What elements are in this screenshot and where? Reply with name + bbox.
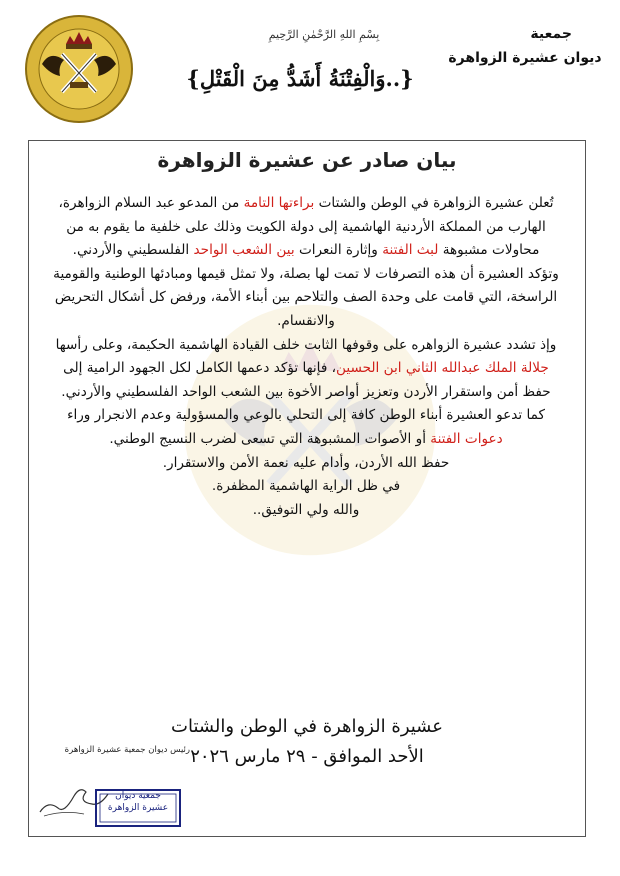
highlighted-phrase: لبث الفتنة	[382, 242, 439, 259]
paragraph-2	[50, 263, 562, 334]
highlighted-phrase: براءتها التامة	[243, 195, 315, 211]
statement-body	[50, 192, 562, 522]
highlighted-phrase: جلالة الملك عبدالله الثاني ابن الحسين	[336, 360, 549, 377]
org-line-2: ديوان عشيرة الزواهرة	[448, 50, 602, 66]
paragraph-6	[50, 475, 562, 499]
text-run: وإثارة النعرات	[294, 242, 383, 259]
text-run: والله ولي التوفيق..	[252, 501, 360, 518]
quran-verse: {..وَالْفِتْنَةُ أَشَدُّ مِنَ الْقَتْلِ}	[186, 66, 414, 91]
paragraph-3	[50, 334, 562, 405]
text-run: حفظ الله الأردن، وأدام عليه نعمة الأمن والاستقرار.	[162, 454, 450, 471]
text-run: وإذ تشدد عشيرة الزواهره على وقوفها الثابت خلف القيادة الهاشمية الحكيمة، وعلى رأسها	[55, 336, 557, 353]
highlighted-phrase: بين الشعب الواحد	[193, 242, 295, 259]
text-run: ، فإنها تؤكد دعمها الكامل لكل الجهود الرامية إلى حفظ أمن واستقرار الأردن وتعزيز أواصر الأخوة بين الشعب الواحد الفلسطيني والأردني.	[61, 360, 551, 400]
signature-date-line: الأحد الموافق - ٢٩ مارس ٢٠٢٦	[190, 746, 424, 767]
text-run: الفلسطيني والأردني.	[72, 242, 194, 259]
text-run: من المدعو عبد السلام الزواهرة، الهارب من المملكة الأردنية الهاشمية إلى دولة الكويت وذلك على خلفية ما يقوم به من محاولات مشبوهة	[58, 195, 546, 259]
organization-name	[440, 22, 610, 70]
statement-title: بيان صادر عن عشيرة الزواهرة	[157, 148, 457, 172]
signature-line-1: عشيرة الزواهرة في الوطن والشتات	[171, 716, 443, 737]
tribe-emblem-logo	[24, 14, 134, 124]
paragraph-7	[50, 499, 562, 523]
stamp-line-1: جمعية ديوان	[115, 791, 161, 801]
text-run: كما تدعو العشيرة أبناء الوطن كافة إلى التحلي بالوعي والمسؤولية وعدم الانجرار وراء	[67, 407, 545, 424]
paragraph-4	[50, 404, 562, 451]
org-line-1: جمعية	[530, 26, 572, 42]
stamp-text	[94, 790, 182, 814]
text-run: في ظل الراية الهاشمية المظفرة.	[211, 478, 401, 495]
paragraph-5	[50, 452, 562, 476]
stamp-line-2: عشيرة الزواهرة	[107, 803, 169, 813]
paragraph-1	[50, 192, 562, 263]
text-run: وتؤكد العشيرة أن هذه التصرفات لا تمت لها بصلة، ولا تمثل قيمها ومبادئها الوطنية والقومية الراسخة، التي قامت على وحدة الصف والتلاحم بين أبناء الأمة، ورفض كل أشكال التحريض والانقسام.	[53, 265, 559, 329]
chief-label: رئيس ديوان جمعية عشيرة الزواهرة	[64, 745, 190, 755]
text-run: تُعلن عشيرة الزواهرة في الوطن والشتات	[314, 195, 554, 211]
text-run: أو الأصوات المشبوهة التي تسعى لضرب النسيج الوطني.	[109, 430, 431, 447]
highlighted-phrase: دعوات الفتنة	[430, 430, 503, 447]
basmala: بِسْمِ اللهِ الرَّحْمٰنِ الرَّحِيمِ	[268, 28, 380, 41]
